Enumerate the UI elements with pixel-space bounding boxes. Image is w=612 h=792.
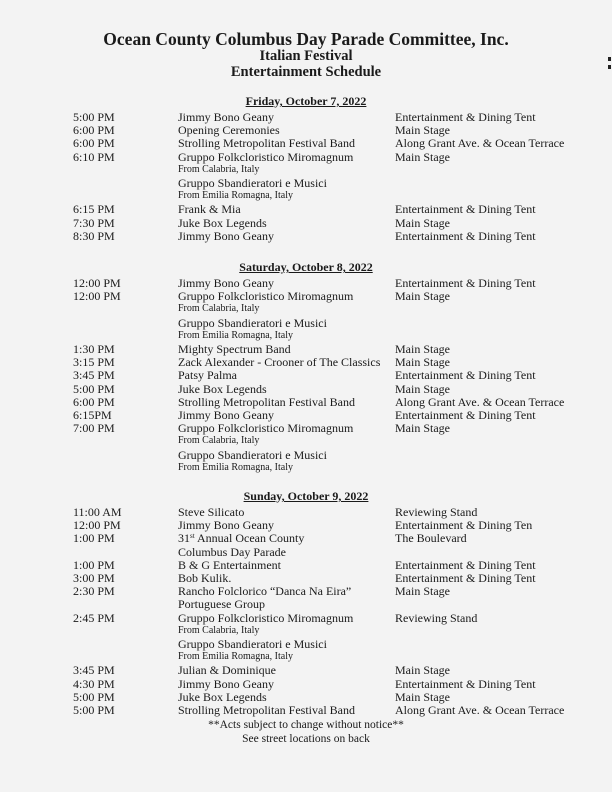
schedule-row xyxy=(0,316,612,330)
row-act: Gruppo Folkcloristico Miromagnum xyxy=(178,610,354,625)
schedule-row xyxy=(0,597,612,611)
schedule-row xyxy=(0,395,612,409)
schedule-row xyxy=(0,505,612,519)
row-time: 5:00 PM xyxy=(73,381,115,396)
row-time: 8:30 PM xyxy=(73,228,115,243)
row-location: Entertainment & Dining Tent xyxy=(395,110,536,124)
schedule-row xyxy=(0,663,612,677)
row-time: 12:00 PM xyxy=(73,276,121,290)
row-time: 6:00 PM xyxy=(73,394,115,409)
row-act: From Emilia Romagna, Italy xyxy=(178,651,293,663)
row-location: Main Stage xyxy=(395,663,450,678)
row-time: 2:45 PM xyxy=(73,610,115,625)
row-time: 12:00 PM xyxy=(73,289,121,304)
row-act: From Emilia Romagna, Italy xyxy=(178,190,293,202)
row-location: Main Stage xyxy=(395,149,450,164)
row-act: Julian & Dominique xyxy=(178,663,276,678)
schedule-row xyxy=(0,342,612,356)
schedule-row xyxy=(0,136,612,150)
schedule-row xyxy=(0,302,612,316)
row-act: From Calabria, Italy xyxy=(178,303,260,315)
row-time: 3:45 PM xyxy=(73,663,115,678)
row-act: Jimmy Bono Geany xyxy=(178,110,274,124)
row-act: Patsy Palma xyxy=(178,368,237,383)
row-time: 4:30 PM xyxy=(73,676,115,691)
row-location: Main Stage xyxy=(395,123,450,138)
row-act: Jimmy Bono Geany xyxy=(178,276,274,290)
row-time: 3:00 PM xyxy=(73,571,115,585)
schedule-row xyxy=(0,110,612,124)
row-act: Jimmy Bono Geany xyxy=(178,228,274,243)
row-act: Mighty Spectrum Band xyxy=(178,342,291,356)
row-act: Gruppo Sbandieratori e Musici xyxy=(178,637,327,651)
schedule-row xyxy=(0,461,612,475)
row-act: Frank & Mia xyxy=(178,202,241,217)
schedule-row xyxy=(0,637,612,651)
schedule-row xyxy=(0,624,612,638)
row-time: 6:15 PM xyxy=(73,202,115,217)
schedule-row xyxy=(0,448,612,462)
row-location: Entertainment & Dining Ten xyxy=(395,518,533,533)
schedule-row xyxy=(0,202,612,216)
row-time: 6:15PM xyxy=(73,408,112,422)
row-act: Jimmy Bono Geany xyxy=(178,518,274,533)
row-location: Along Grant Ave. & Ocean Terrace xyxy=(395,394,565,409)
schedule-row xyxy=(0,163,612,177)
schedule-row xyxy=(0,150,612,164)
row-location: The Boulevard xyxy=(395,531,467,546)
row-location: Main Stage xyxy=(395,215,450,230)
row-location: Entertainment & Dining Tent xyxy=(395,408,536,422)
row-time: 11:00 AM xyxy=(73,505,122,519)
event-title: Italian Festival xyxy=(259,48,353,64)
schedule-row xyxy=(0,329,612,343)
row-location: Entertainment & Dining Tent xyxy=(395,202,536,217)
row-act: From Calabria, Italy xyxy=(178,624,260,636)
row-act: Bob Kulik. xyxy=(178,571,232,585)
row-time: 6:10 PM xyxy=(73,149,115,164)
schedule-row xyxy=(0,434,612,448)
row-act: Jimmy Bono Geany xyxy=(178,676,274,691)
row-time: 7:30 PM xyxy=(73,215,115,230)
row-act: Juke Box Legends xyxy=(178,215,267,230)
schedule-row xyxy=(0,611,612,625)
row-act: B & G Entertainment xyxy=(178,557,281,572)
row-location: Entertainment & Dining Tent xyxy=(395,276,536,290)
row-time: 1:00 PM xyxy=(73,557,115,572)
schedule-row xyxy=(0,584,612,598)
row-location: Reviewing Stand xyxy=(395,610,478,625)
row-time: 6:00 PM xyxy=(73,123,115,138)
schedule-row xyxy=(0,382,612,396)
day-heading: Sunday, October 9, 2022 xyxy=(243,489,369,503)
schedule-row xyxy=(0,289,612,303)
schedule-row xyxy=(0,368,612,382)
schedule-row xyxy=(0,531,612,545)
row-location: Along Grant Ave. & Ocean Terrace xyxy=(395,136,565,151)
row-act: Opening Ceremonies xyxy=(178,123,280,138)
row-location: Entertainment & Dining Tent xyxy=(395,228,536,243)
row-time: 3:45 PM xyxy=(73,368,115,383)
row-location: Main Stage xyxy=(395,689,450,704)
schedule-row xyxy=(0,650,612,664)
row-time: 5:00 PM xyxy=(73,689,115,704)
row-act: From Calabria, Italy xyxy=(178,163,260,175)
schedule-row xyxy=(0,176,612,190)
street-locations-note: See street locations on back xyxy=(242,733,370,745)
schedule-row xyxy=(0,408,612,422)
row-location: Main Stage xyxy=(395,421,450,436)
row-location: Main Stage xyxy=(395,342,450,356)
document-title: Entertainment Schedule xyxy=(230,64,382,80)
schedule-row xyxy=(0,690,612,704)
row-location: Reviewing Stand xyxy=(395,505,478,519)
row-act: From Emilia Romagna, Italy xyxy=(178,329,293,341)
row-act: Strolling Metropolitan Festival Band xyxy=(178,136,355,151)
row-location: Along Grant Ave. & Ocean Terrace xyxy=(395,703,565,717)
row-time: 5:00 PM xyxy=(73,703,115,717)
row-location: Main Stage xyxy=(395,289,450,304)
schedule-row xyxy=(0,276,612,290)
row-act: Gruppo Folkcloristico Miromagnum xyxy=(178,149,354,164)
row-time: 1:00 PM xyxy=(73,531,115,546)
row-location: Entertainment & Dining Tent xyxy=(395,368,536,383)
row-act: Gruppo Sbandieratori e Musici xyxy=(178,315,327,330)
row-act: Juke Box Legends xyxy=(178,689,267,704)
row-act: Gruppo Sbandieratori e Musici xyxy=(178,176,327,190)
schedule-row xyxy=(0,229,612,243)
row-act: Portuguese Group xyxy=(178,597,265,612)
schedule-row xyxy=(0,703,612,717)
schedule-row xyxy=(0,189,612,203)
row-act: Gruppo Folkcloristico Miromagnum xyxy=(178,421,354,436)
row-act: Steve Silicato xyxy=(178,505,245,519)
row-time: 2:30 PM xyxy=(73,584,115,599)
day-heading: Saturday, October 8, 2022 xyxy=(239,260,373,274)
schedule-row xyxy=(0,677,612,691)
schedule-row xyxy=(0,123,612,137)
row-location: Entertainment & Dining Tent xyxy=(395,557,536,572)
row-act: Zack Alexander - Crooner of The Classics xyxy=(178,355,381,370)
schedule-row xyxy=(0,355,612,369)
row-act: Rancho Folclorico “Danca Na Eira” xyxy=(178,584,352,599)
schedule-row xyxy=(0,545,612,559)
schedule-row xyxy=(0,421,612,435)
row-location: Entertainment & Dining Tent xyxy=(395,571,536,585)
schedule-row xyxy=(0,571,612,585)
row-act: From Calabria, Italy xyxy=(178,435,260,447)
row-time: 6:00 PM xyxy=(73,136,115,151)
day-heading: Friday, October 7, 2022 xyxy=(245,94,367,108)
row-location: Entertainment & Dining Tent xyxy=(395,676,536,691)
row-time: 5:00 PM xyxy=(73,110,115,124)
schedule-row xyxy=(0,518,612,532)
row-act: From Emilia Romagna, Italy xyxy=(178,461,293,473)
row-act: Strolling Metropolitan Festival Band xyxy=(178,394,355,409)
row-act: 31st Annual Ocean County xyxy=(178,531,305,546)
change-notice: **Acts subject to change without notice** xyxy=(208,719,404,731)
schedule-row xyxy=(0,558,612,572)
row-time: 12:00 PM xyxy=(73,518,121,533)
row-act: Gruppo Folkcloristico Miromagnum xyxy=(178,289,354,304)
row-time: 7:00 PM xyxy=(73,421,115,436)
row-location: Main Stage xyxy=(395,355,450,370)
row-act: Strolling Metropolitan Festival Band xyxy=(178,703,355,717)
row-location: Main Stage xyxy=(395,584,450,599)
row-act: Jimmy Bono Geany xyxy=(178,408,274,422)
row-location: Main Stage xyxy=(395,381,450,396)
row-act: Gruppo Sbandieratori e Musici xyxy=(178,447,327,462)
organization-title: Ocean County Columbus Day Parade Committee, Inc. xyxy=(103,29,509,49)
row-time: 3:15 PM xyxy=(73,355,115,370)
row-time: 1:30 PM xyxy=(73,342,115,356)
row-act: Columbus Day Parade xyxy=(178,544,286,559)
row-act: Juke Box Legends xyxy=(178,381,267,396)
schedule-row xyxy=(0,216,612,230)
